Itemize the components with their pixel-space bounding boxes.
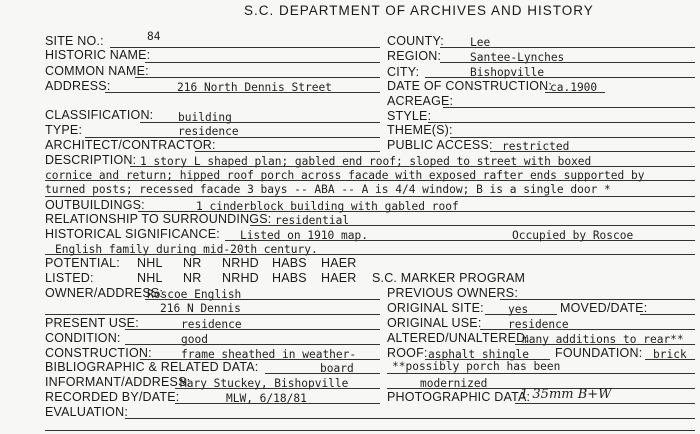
description-line-2: cornice and return; hipped roof porch across facade with exposed rafter ends supported by: [45, 169, 645, 182]
county-value: Lee: [470, 36, 491, 49]
photo-label: PHOTOGRAPHIC DATA:: [387, 390, 531, 404]
note-line: [387, 373, 695, 374]
roof-label: ROOF:: [387, 346, 428, 360]
listed-habs: HABS: [272, 271, 307, 285]
construction-label: CONSTRUCTION:: [45, 346, 152, 360]
public-access-label: PUBLIC ACCESS:: [387, 138, 493, 152]
original-site-value: yes: [508, 303, 529, 316]
description-label: DESCRIPTION:: [45, 153, 137, 167]
original-site-line: [485, 314, 557, 315]
site-no-line: [110, 47, 380, 48]
altered-value: many additions to rear**: [522, 333, 684, 346]
listed-label: LISTED:: [45, 271, 94, 285]
original-use-value: residence: [508, 318, 569, 331]
owner-line-1: [145, 299, 380, 300]
foundation-label: FOUNDATION:: [555, 346, 643, 360]
evaluation-line-2: [45, 430, 695, 431]
biblio-label: BIBLIOGRAPHIC & RELATED DATA:: [45, 360, 259, 374]
public-access-value: restricted: [502, 140, 570, 153]
historic-name-line: [145, 62, 380, 63]
listed-nhl: NHL: [137, 271, 163, 285]
evaluation-label: EVALUATION:: [45, 405, 129, 419]
original-use-label: ORIGINAL USE:: [387, 316, 482, 330]
outbuildings-label: OUTBUILDINGS:: [45, 198, 145, 212]
date-label: DATE OF CONSTRUCTION:: [387, 79, 553, 93]
moved-date-line: [640, 314, 695, 315]
biblio-value: board: [320, 362, 354, 375]
description-rule-1: [130, 166, 695, 167]
site-no-label: SITE NO.:: [45, 34, 104, 48]
potential-nrhd: NRHD: [222, 256, 259, 270]
style-line: [428, 122, 695, 123]
original-use-line: [480, 329, 695, 330]
acreage-label: ACREAGE:: [387, 94, 454, 108]
common-name-label: COMMON NAME:: [45, 64, 149, 78]
type-label: TYPE:: [45, 123, 83, 137]
description-rule-3: [45, 196, 695, 197]
potential-nhl: NHL: [137, 256, 163, 270]
relationship-label: RELATIONSHIP TO SURROUNDINGS:: [45, 212, 272, 226]
informant-line: [175, 388, 380, 389]
relationship-value: residential: [275, 214, 350, 227]
listed-haer: HAER: [321, 271, 357, 285]
photo-value: 1 35mm B+W: [520, 387, 612, 402]
site-no-value: 84: [147, 30, 161, 43]
original-site-label: ORIGINAL SITE:: [387, 301, 484, 315]
altered-label: ALTERED/UNALTERED:: [387, 331, 530, 345]
historical-rule-1: [225, 240, 695, 241]
listed-nr: NR: [183, 271, 202, 285]
historical-label: HISTORICAL SIGNIFICANCE:: [45, 227, 220, 241]
biblio-line: [265, 373, 380, 374]
marker-program-label: S.C. MARKER PROGRAM: [372, 271, 526, 285]
note-modernized: modernized: [420, 377, 488, 390]
foundation-line: [645, 359, 695, 360]
foundation-value: brick: [653, 348, 687, 361]
evaluation-line: [125, 418, 695, 419]
acreage-line: [443, 107, 695, 108]
city-line: [425, 77, 695, 78]
address-line: [105, 92, 380, 93]
historical-rule-2: [45, 254, 695, 255]
county-label: COUNTY:: [387, 34, 444, 48]
potential-nr: NR: [183, 256, 202, 270]
historical-line-1: Listed on 1910 map.: [240, 229, 368, 242]
address-value: 216 North Dennis Street: [177, 81, 332, 94]
owner-value-1: Roscoe English: [147, 288, 242, 301]
address-label: ADDRESS:: [45, 79, 111, 93]
classification-label: CLASSIFICATION:: [45, 108, 154, 122]
city-label: CITY:: [387, 65, 420, 79]
relationship-rule: [250, 225, 695, 226]
informant-value: Mary Stuckey, Bishopville: [180, 377, 349, 390]
description-line-1: 1 story L shaped plan; gabled end roof; sloped to street with boxed: [140, 155, 592, 168]
region-label: REGION:: [387, 49, 442, 63]
region-line: [440, 62, 695, 63]
present-use-line: [125, 329, 380, 330]
recorded-line: [175, 403, 380, 404]
region-value: Santee-Lynches: [470, 51, 565, 64]
style-label: STYLE:: [387, 109, 432, 123]
theme-label: THEME(S):: [387, 123, 453, 137]
type-value: residence: [178, 125, 239, 138]
historical-line-2: English family during mid-20th century.: [55, 243, 318, 256]
description-rule-2: [45, 180, 695, 181]
present-use-label: PRESENT USE:: [45, 316, 139, 330]
architect-label: ARCHITECT/CONTRACTOR:: [45, 138, 216, 152]
potential-haer: HAER: [321, 256, 357, 270]
owner-value-2: 216 N Dennis: [160, 302, 241, 315]
date-line: [545, 92, 605, 93]
altered-line: [515, 344, 695, 345]
date-value: ca.1900: [550, 81, 598, 94]
outbuildings-value: 1 cinderblock building with gabled roof: [196, 200, 459, 213]
common-name-line: [135, 77, 380, 78]
recorded-value: MLW, 6/18/81: [226, 392, 307, 405]
description-line-3: turned posts; recessed facade 3 bays -- ABA -- A is 4/4 window; B is a single door *: [45, 183, 611, 196]
recorded-label: RECORDED BY/DATE:: [45, 390, 180, 404]
present-use-value: residence: [181, 318, 242, 331]
historic-name-label: HISTORIC NAME:: [45, 48, 151, 62]
informant-label: INFORMANT/ADDRESS:: [45, 375, 191, 389]
public-access-line: [490, 151, 695, 152]
photo-line: [515, 403, 695, 404]
historical-line-1b: Occupied by Roscoe: [512, 229, 634, 242]
architect-line: [195, 151, 380, 152]
listed-nrhd: NRHD: [222, 271, 259, 285]
previous-owners-label: PREVIOUS OWNERS:: [387, 286, 518, 300]
condition-line: [125, 344, 380, 345]
note-possibly: **possibly porch has been: [392, 360, 561, 373]
classification-value: building: [178, 111, 232, 124]
owner-label: OWNER/ADDRESS:: [45, 286, 164, 300]
classification-line: [140, 122, 380, 123]
condition-value: good: [181, 333, 208, 346]
potential-label: POTENTIAL:: [45, 256, 120, 270]
county-line: [440, 47, 695, 48]
construction-value: frame sheathed in weather-: [181, 348, 357, 361]
owner-line-2: [45, 314, 380, 315]
condition-label: CONDITION:: [45, 331, 121, 345]
previous-owners-line: [500, 299, 695, 300]
potential-habs: HABS: [272, 256, 307, 270]
city-value: Bishopville: [470, 66, 545, 79]
moved-date-label: MOVED/DATE:: [560, 301, 648, 315]
roof-value: asphalt shingle: [428, 348, 530, 361]
page-title: S.C. DEPARTMENT OF ARCHIVES AND HISTORY: [244, 3, 594, 18]
